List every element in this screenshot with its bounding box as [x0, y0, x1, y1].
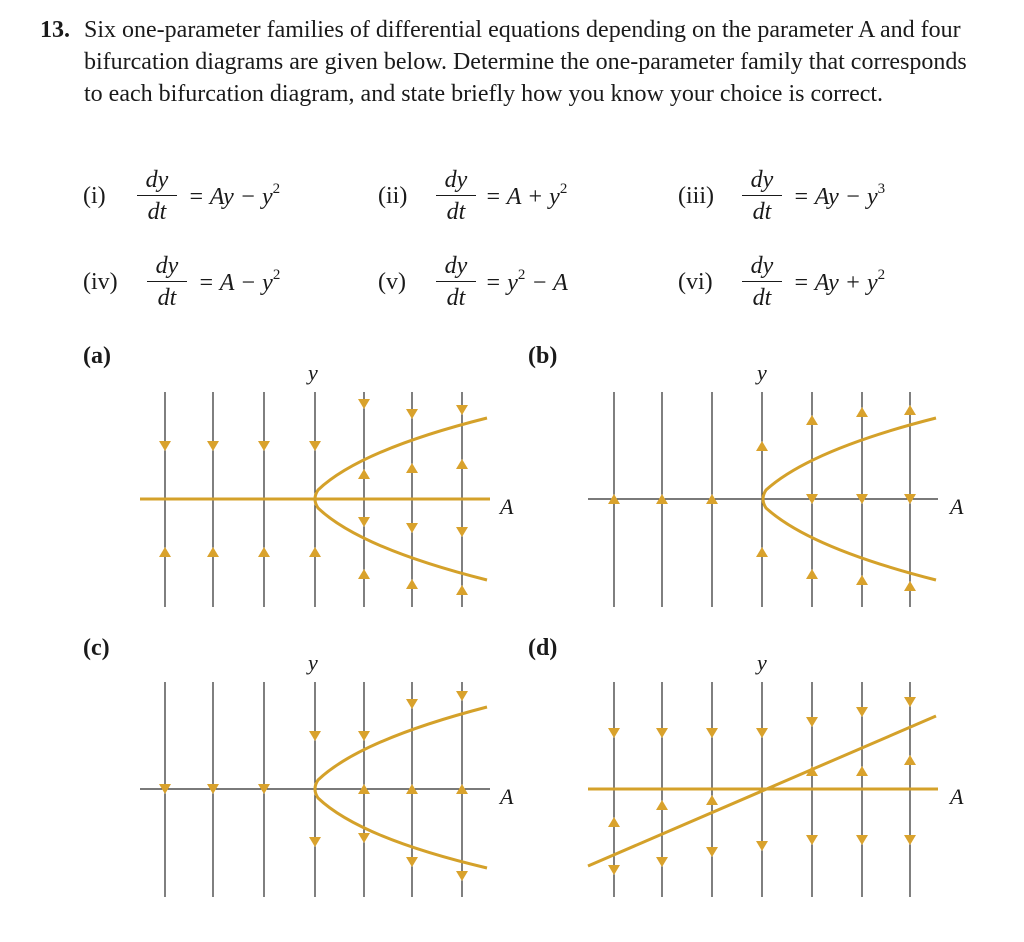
arrow-down-icon — [406, 699, 418, 709]
derivative-fraction: dy dt — [137, 166, 177, 226]
arrow-up-icon — [806, 569, 818, 579]
equation-label: (iii) — [678, 183, 714, 209]
arrow-down-icon — [309, 441, 321, 451]
derivative-fraction: dy dt — [742, 166, 782, 226]
arrow-up-icon — [258, 547, 270, 557]
derivative-fraction: dy dt — [436, 166, 476, 226]
arrow-down-icon — [358, 833, 370, 843]
arrow-up-icon — [904, 581, 916, 591]
diagram-c-label: (c) — [83, 635, 110, 661]
arrow-down-icon — [856, 835, 868, 845]
diagram-a-a-axis-label: A — [500, 494, 514, 519]
arrow-down-icon — [856, 707, 868, 717]
arrow-down-icon — [456, 871, 468, 881]
diagram-d-y-axis-label: y — [757, 650, 767, 675]
arrow-down-icon — [207, 441, 219, 451]
diagram-d-label: (d) — [528, 635, 558, 661]
arrow-down-icon — [358, 399, 370, 409]
arrow-up-icon — [756, 547, 768, 557]
arrow-down-icon — [456, 691, 468, 701]
diagram-a-y-axis-label: y — [308, 360, 318, 385]
problem-number: 13. — [40, 17, 70, 43]
arrow-down-icon — [756, 841, 768, 851]
arrow-down-icon — [706, 847, 718, 857]
arrow-down-icon — [456, 405, 468, 415]
arrow-up-icon — [904, 405, 916, 415]
equation-rhs: = $Ay - y^2$ — [188, 181, 281, 210]
arrow-up-icon — [656, 800, 668, 810]
equation-rhs: = $Ay + y^2$ — [793, 267, 886, 296]
equation-label: (i) — [83, 183, 106, 209]
arrow-down-icon — [806, 835, 818, 845]
arrow-up-icon — [456, 585, 468, 595]
arrow-down-icon — [406, 409, 418, 419]
arrow-down-icon — [904, 835, 916, 845]
problem-text: Six one-parameter families of differential equations depending on the parameter A and four bifurcation diagrams are given below. Determine the one-parameter family that corresponds to each bifurcation diagram, and state briefly how you know your choice is correct. — [84, 17, 967, 107]
arrow-up-icon — [756, 441, 768, 451]
arrow-down-icon — [656, 728, 668, 738]
diagram-b-y-axis-label: y — [757, 360, 767, 385]
arrow-up-icon — [406, 579, 418, 589]
arrow-up-icon — [706, 795, 718, 805]
diagram-b-a-axis-label: A — [950, 494, 964, 519]
arrow-up-icon — [358, 469, 370, 479]
equation-label: (ii) — [378, 183, 408, 209]
derivative-fraction: dy dt — [742, 252, 782, 312]
arrow-up-icon — [608, 817, 620, 827]
diagram-a-label: (a) — [83, 343, 111, 369]
equation-rhs: = $A + y^2$ — [485, 181, 568, 210]
equation-label: (v) — [378, 269, 406, 295]
diagram-d-a-axis-label: A — [950, 784, 964, 809]
arrow-down-icon — [406, 857, 418, 867]
arrow-down-icon — [309, 731, 321, 741]
arrow-up-icon — [856, 575, 868, 585]
arrow-up-icon — [309, 547, 321, 557]
arrow-down-icon — [756, 728, 768, 738]
arrow-down-icon — [358, 517, 370, 527]
arrow-up-icon — [456, 459, 468, 469]
arrow-down-icon — [456, 527, 468, 537]
arrow-up-icon — [406, 463, 418, 473]
diagram-c-y-axis-label: y — [308, 650, 318, 675]
arrow-down-icon — [258, 441, 270, 451]
arrow-down-icon — [608, 728, 620, 738]
equation-label: (iv) — [83, 269, 118, 295]
equation-rhs: = $A - y^2$ — [198, 267, 281, 296]
arrow-up-icon — [856, 407, 868, 417]
arrow-up-icon — [207, 547, 219, 557]
arrow-down-icon — [358, 731, 370, 741]
arrow-down-icon — [309, 837, 321, 847]
arrow-up-icon — [159, 547, 171, 557]
arrow-down-icon — [706, 728, 718, 738]
arrow-up-icon — [806, 415, 818, 425]
equation-rhs: = $y^2 - A$ — [485, 267, 568, 296]
arrow-up-icon — [856, 766, 868, 776]
diagram-b-label: (b) — [528, 343, 558, 369]
derivative-fraction: dy dt — [147, 252, 187, 312]
diagram-c-a-axis-label: A — [500, 784, 514, 809]
arrow-down-icon — [904, 697, 916, 707]
arrow-up-icon — [358, 569, 370, 579]
arrow-down-icon — [656, 857, 668, 867]
arrow-down-icon — [159, 441, 171, 451]
derivative-fraction: dy dt — [436, 252, 476, 312]
equation-label: (vi) — [678, 269, 713, 295]
arrow-down-icon — [806, 717, 818, 727]
equation-rhs: = $Ay - y^3$ — [793, 181, 886, 210]
arrow-down-icon — [608, 865, 620, 875]
arrow-down-icon — [406, 523, 418, 533]
arrow-up-icon — [904, 755, 916, 765]
